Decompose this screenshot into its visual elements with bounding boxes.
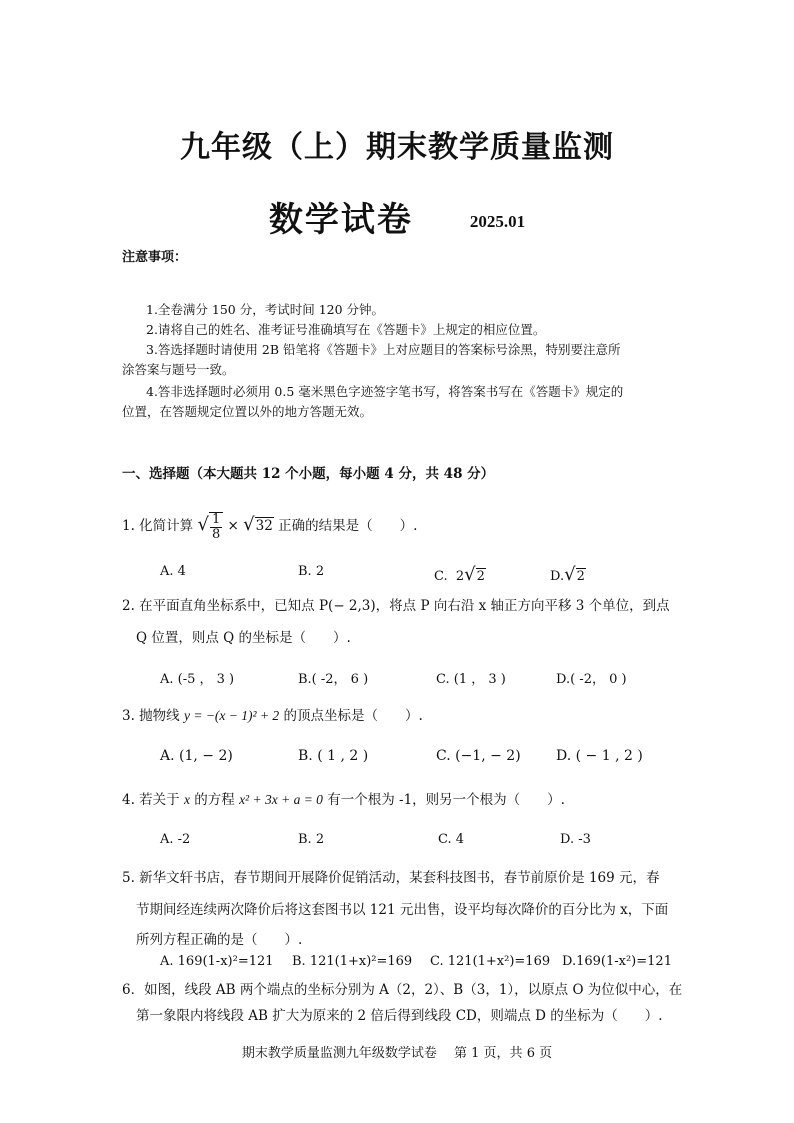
question-text: Q 位置，则点 Q 的坐标是（ ）. bbox=[136, 630, 351, 646]
option-c: C. (−1, − 2) bbox=[436, 748, 521, 764]
question-3-options bbox=[0, 748, 794, 768]
question-2-line-2 bbox=[136, 628, 706, 648]
exam-date: 2025.01 bbox=[469, 212, 526, 231]
coefficient: 2 bbox=[455, 569, 465, 584]
option-a: A. (-5 ， 3 ) bbox=[160, 672, 235, 687]
fraction-numerator: 1 bbox=[211, 511, 221, 527]
radicand: 32 bbox=[255, 518, 273, 534]
note-text: 1.全卷满分 150 分，考试时间 120 分钟。 bbox=[146, 302, 385, 317]
option-b: B. 121(1+x)²=169 bbox=[292, 954, 413, 969]
option-a: A. -2 bbox=[160, 832, 191, 847]
option-b: B. ( 1 , 2 ) bbox=[298, 748, 369, 764]
times-symbol: × bbox=[227, 518, 239, 534]
equation-formula: x² + 3x + a = 0 bbox=[239, 792, 323, 807]
fraction-denominator: 8 bbox=[211, 526, 221, 542]
question-4 bbox=[122, 790, 692, 810]
question-text: 3. 抛物线 bbox=[122, 708, 180, 724]
question-6-line-2 bbox=[136, 1006, 706, 1026]
question-1-options bbox=[0, 564, 794, 584]
question-6 bbox=[122, 980, 692, 1000]
question-text: 正确的结果是（ ）. bbox=[278, 518, 418, 534]
exam-subtitle: 数学试卷 bbox=[268, 200, 413, 240]
question-4-options bbox=[0, 832, 794, 852]
sqrt-symbol: √ bbox=[564, 564, 576, 585]
option-a: A. 169(1-x)²=121 bbox=[160, 954, 274, 969]
note-line-3b bbox=[122, 360, 682, 380]
note-text: 4.答非选择题时必须用 0.5 毫米黑色字迹签字笔书写，将答案书写在《答题卡》规定的 bbox=[146, 384, 624, 399]
question-2-options bbox=[0, 668, 794, 688]
option-b: B. 2 bbox=[298, 832, 325, 847]
question-text: 6．如图，线段 AB 两个端点的坐标分别为 A（2，2）、B（3，1），以原点 O 为位似中心，在 bbox=[122, 982, 683, 998]
option-d bbox=[550, 564, 586, 585]
question-5-line-3 bbox=[136, 930, 706, 950]
option-d: D.( -2， 0 ) bbox=[556, 672, 627, 687]
question-5 bbox=[122, 868, 692, 888]
option-b: B.( -2， 6 ) bbox=[298, 672, 369, 687]
sqrt-symbol: √ bbox=[197, 514, 209, 535]
note-text: 2.请将自己的姓名、准考证号准确填写在《答题卡》上规定的相应位置。 bbox=[146, 322, 546, 337]
option-c bbox=[434, 564, 486, 585]
note-line-2 bbox=[122, 320, 682, 340]
page-footer: 期末教学质量监测九年级数学试卷 第 1 页，共 6 页 bbox=[241, 1046, 553, 1061]
question-5-options bbox=[0, 954, 794, 974]
fraction bbox=[209, 512, 223, 542]
section-title: 一、选择题（本大题共 12 个小题，每小题 4 分，共 48 分） bbox=[122, 466, 495, 482]
option-d: D. -3 bbox=[560, 832, 591, 847]
note-line-3 bbox=[122, 340, 682, 360]
question-text: 4. 若关于 bbox=[122, 792, 180, 808]
subtitle-row bbox=[0, 192, 794, 241]
question-2 bbox=[122, 596, 692, 616]
question-3 bbox=[122, 706, 692, 726]
question-text: 有一个根为 -1，则另一个根为（ ）. bbox=[327, 792, 565, 808]
option-a: A. 4 bbox=[160, 564, 186, 579]
question-text: 1. 化简计算 bbox=[122, 518, 194, 534]
option-c: C. 4 bbox=[438, 832, 465, 847]
sqrt-symbol: √ bbox=[243, 514, 255, 535]
sqrt-symbol: √ bbox=[464, 564, 476, 585]
question-text: 所列方程正确的是（ ）. bbox=[136, 932, 303, 948]
note-line-1 bbox=[122, 300, 682, 320]
question-text: 第一象限内将线段 AB 扩大为原来的 2 倍后得到线段 CD，则端点 D 的坐标为（ ）. bbox=[136, 1008, 663, 1024]
option-d: D.169(1-x²)=121 bbox=[562, 954, 672, 969]
question-text: 5. 新华文轩书店，春节期间开展降价促销活动，某套科技图书，春节前原价是 169 元，春 bbox=[122, 870, 660, 886]
notes-heading: 注意事项： bbox=[122, 250, 188, 265]
option-b: B. 2 bbox=[298, 564, 325, 579]
exam-title: 九年级（上）期末教学质量监测 bbox=[180, 130, 614, 165]
note-text: 位置，在答题规定位置以外的地方答题无效。 bbox=[122, 404, 373, 419]
radicand: 2 bbox=[576, 569, 585, 584]
option-label: D. bbox=[550, 569, 565, 584]
option-d: D. ( − 1 , 2 ) bbox=[556, 748, 643, 764]
question-1 bbox=[122, 508, 692, 543]
note-text: 3.答选择题时请使用 2B 铅笔将《答题卡》上对应题目的答案标号涂黑，特别要注意所 bbox=[146, 342, 621, 357]
variable: x bbox=[183, 792, 190, 807]
option-c: C. (1 ， 3 ) bbox=[436, 672, 506, 687]
note-line-4b bbox=[122, 402, 682, 422]
question-5-line-2 bbox=[136, 900, 706, 920]
parabola-formula: y = −(x − 1)² + 2 bbox=[183, 708, 280, 723]
note-text: 涂答案与题号一致。 bbox=[122, 362, 235, 377]
radicand: 2 bbox=[476, 569, 485, 584]
question-text: 节期间经连续两次降价后将这套图书以 121 元出售，设平均每次降价的百分比为 x，下面 bbox=[136, 902, 669, 918]
option-label: C. bbox=[434, 569, 448, 584]
question-text: 的方程 bbox=[194, 792, 235, 808]
question-text: 2. 在平面直角坐标系中，已知点 P(− 2,3)，将点 P 向右沿 x 轴正方向平移 3 个单位，到点 bbox=[122, 598, 670, 614]
note-line-4 bbox=[122, 382, 682, 402]
option-c: C. 121(1+x²)=169 bbox=[430, 954, 551, 969]
question-text: 的顶点坐标是（ ）. bbox=[283, 708, 423, 724]
option-a: A. (1, − 2) bbox=[160, 748, 233, 764]
